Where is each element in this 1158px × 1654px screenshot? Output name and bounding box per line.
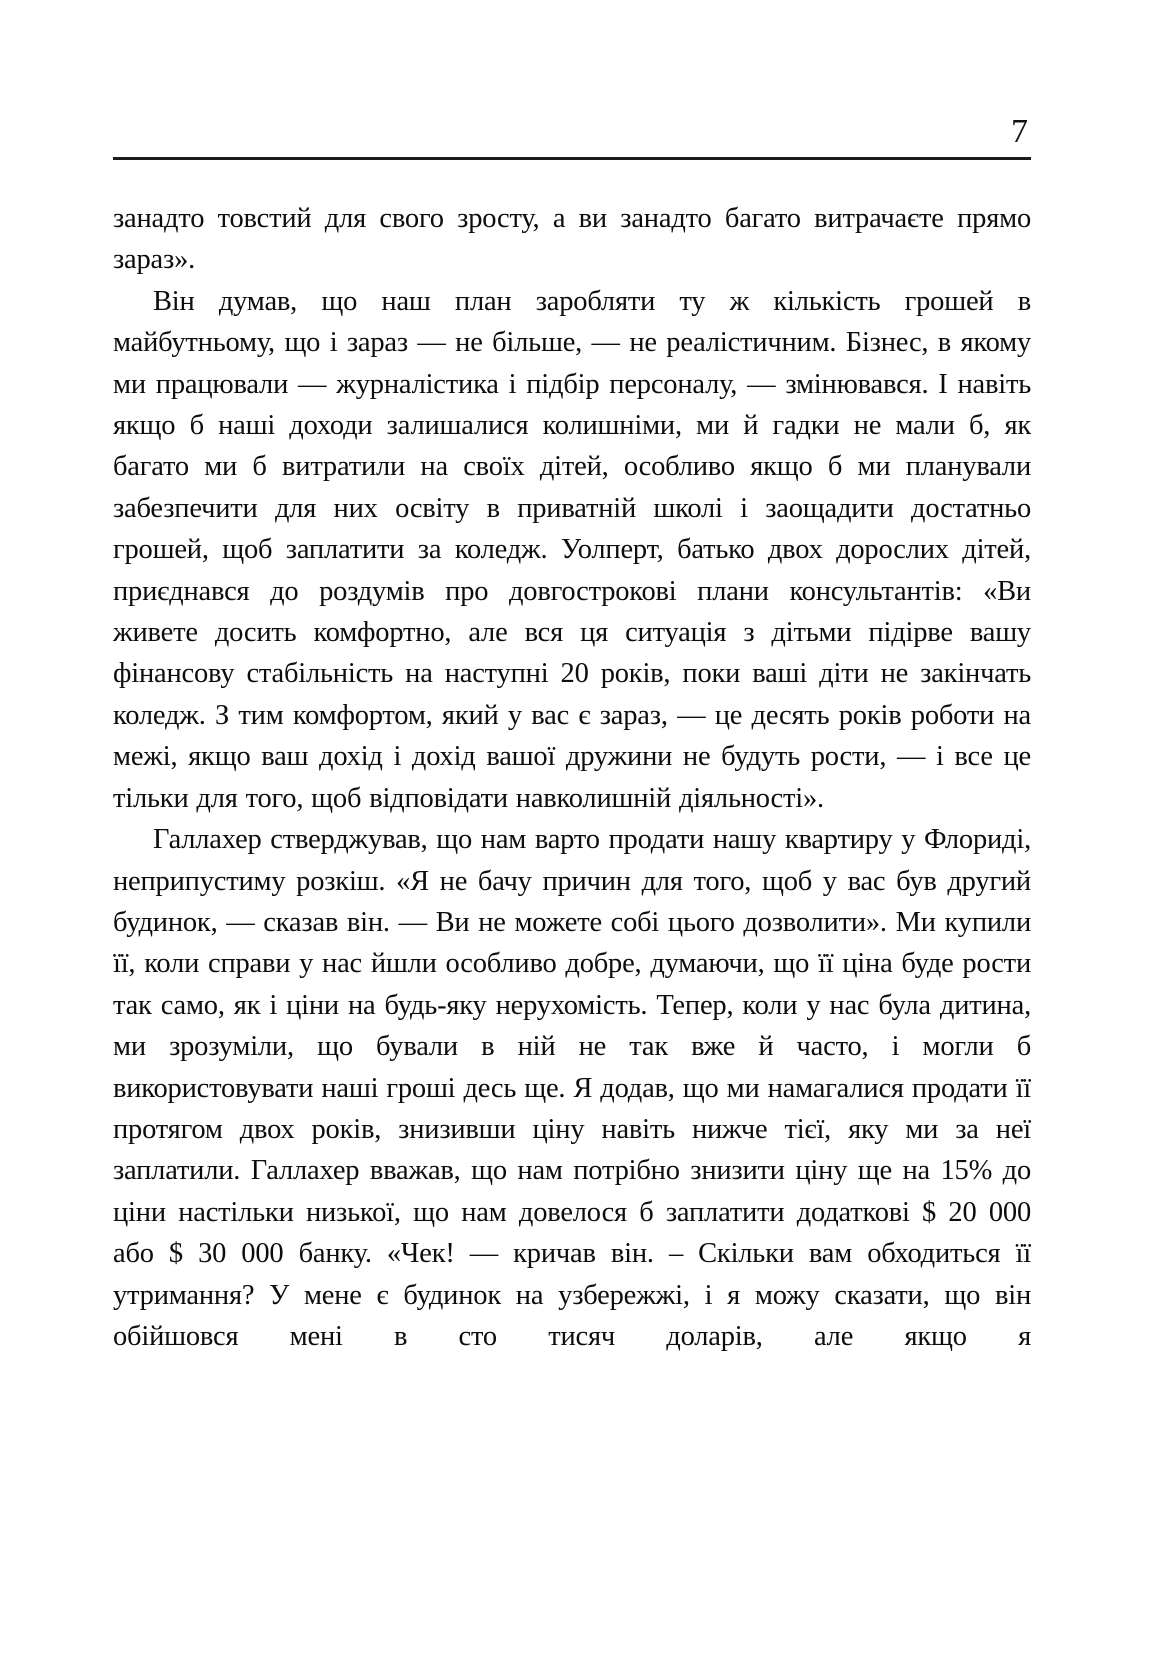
paragraph-he-thought: Він думав, що наш план заробляти ту ж кількість грошей в майбутньому, що і зараз — не більше, — не реалістичним. Бізнес, в якому ми працювали — журналістика і підбір персоналу, — змінювався. І навіть якщо б наші доходи залишалися колишніми, ми й гадки не мали б, як багато ми б витратили на своїх дітей, особливо якщо б ми планували забезпечити для них освіту в приватній школі і заощадити достатньо грошей, щоб заплатити за коледж. Уолперт, батько двох дорослих дітей, приєднався до роздумів про довгострокові плани консультантів: «Ви живете досить комфортно, але вся ця ситуація з дітьми підірве вашу фінансову стабільність на наступні 20 років, поки ваші діти не закінчать коледж. З тим комфортом, який у вас є зараз, — це десять років роботи на межі, якщо ваш дохід і дохід вашої дружини не будуть рости, — і все це тільки для того, щоб відповідати навколишній діяльності».	[113, 285, 1031, 814]
paragraph-continuation: занадто товстий для свого зросту, а ви занадто багато витрачаєте прямо зараз».	[113, 203, 1031, 276]
paragraph-gallagher: Галлахер стверджував, що нам варто продати нашу квартиру у Флориді, неприпустиму розкіш. «Я не бачу причин для того, щоб у вас був другий будинок, — сказав він. — Ви не можете собі цього дозволити». Ми купили її, коли справи у нас йшли особливо добре, думаючи, що її ціна буде рости так само, як і ціни на будь-яку нерухомість. Тепер, коли у нас була дитина, ми зрозуміли, що бували в ній не так вже й часто, і могли б використовувати наші гроші десь ще. Я додав, що ми намагалися продати її протягом двох років, знизивши ціну навіть нижче тієї, яку ми за неї заплатили. Галлахер вважав, що нам потрібно знизити ціну ще на 15% до ціни настільки низької, що нам довелося б заплатити додаткові $ 20 000 або $ 30 000 банку. «Чек! — кричав він. – Скільки вам обходиться її утримання? У мене є будинок на узбережжі, і я можу сказати, що він обійшовся мені в сто тисяч доларів, але якщо я	[113, 824, 1031, 1352]
page-number: 7	[1011, 113, 1028, 150]
page-body	[113, 198, 1031, 1357]
header-rule	[113, 157, 1031, 160]
